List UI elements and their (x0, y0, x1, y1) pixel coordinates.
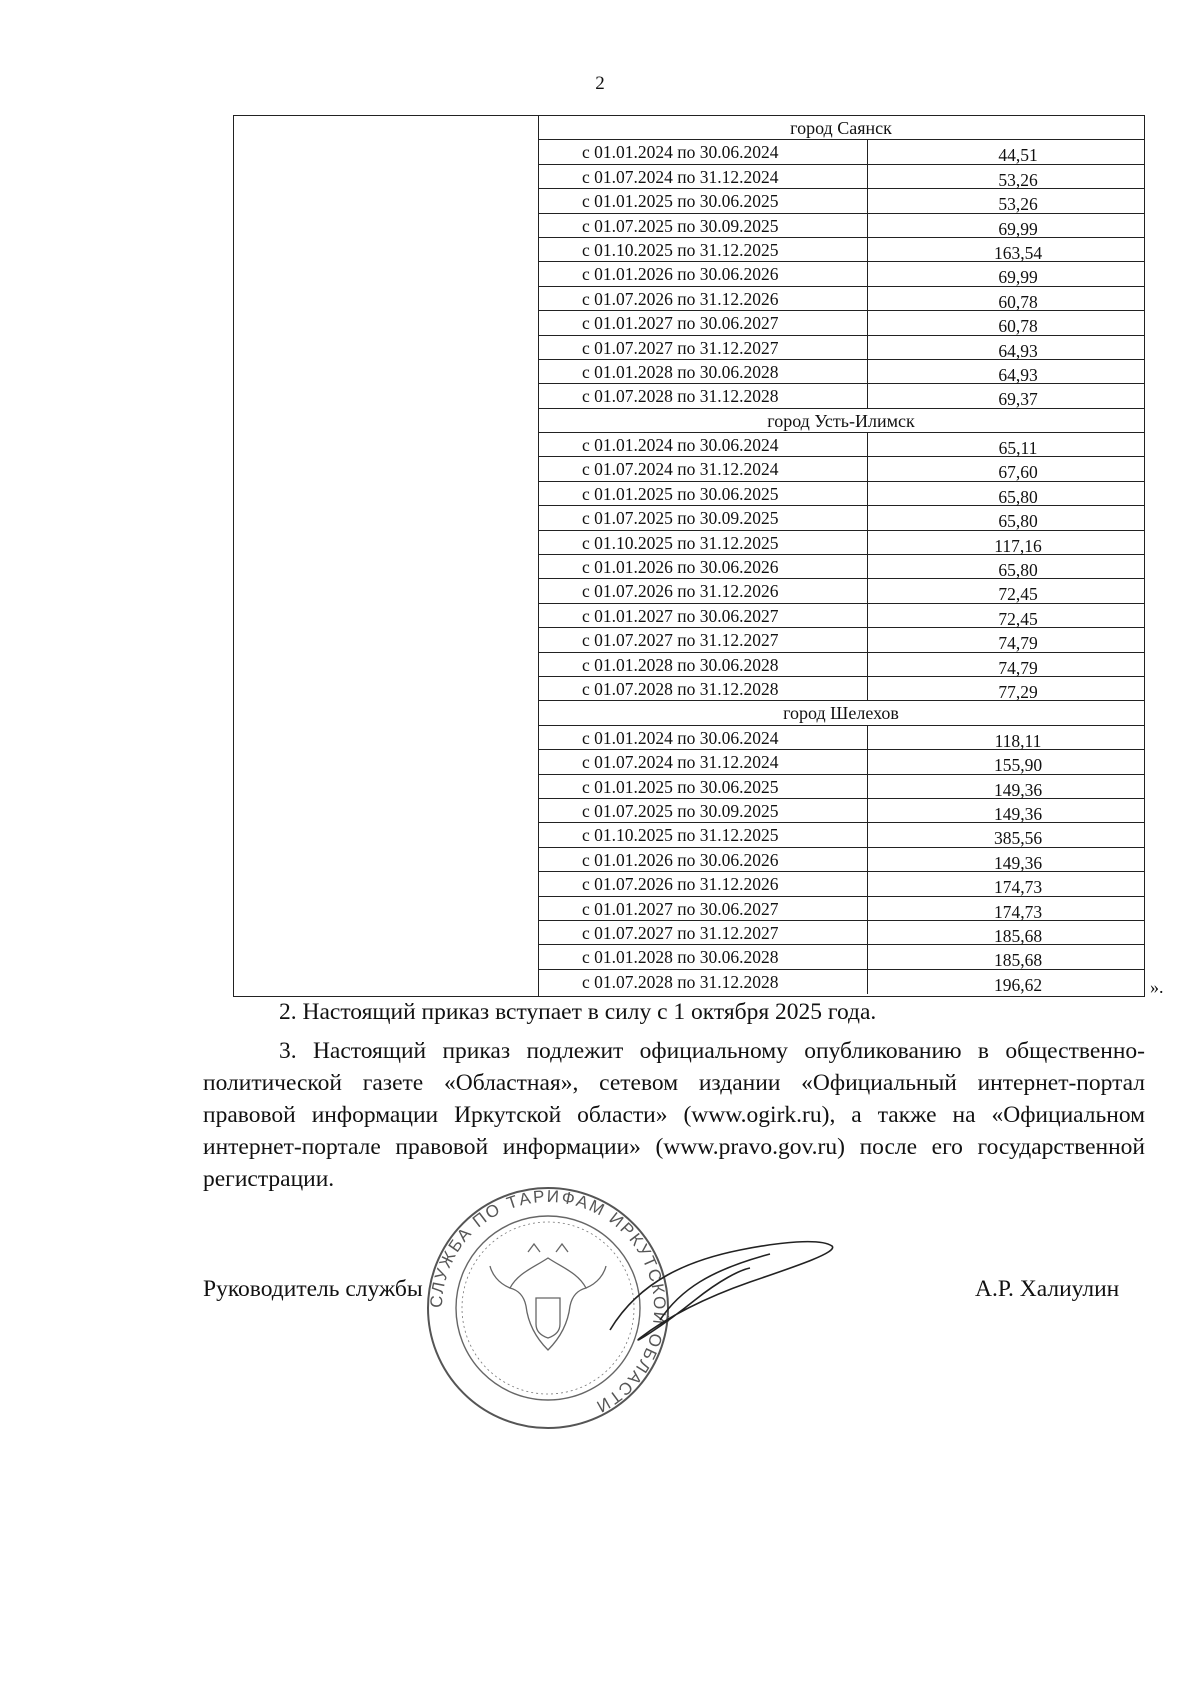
period-cell: с 01.01.2024 по 30.06.2024 (538, 726, 868, 749)
table-row (538, 311, 1144, 335)
period-cell: с 01.07.2024 по 31.12.2024 (538, 165, 868, 188)
tariff-value-cell: 72,45 (998, 584, 1038, 605)
table-row (538, 482, 1144, 506)
table-row (538, 214, 1144, 238)
tariff-table (233, 115, 1145, 997)
tariff-value-cell: 385,56 (993, 828, 1043, 849)
city-header: город Шелехов (538, 701, 1144, 725)
period-cell: с 01.07.2026 по 31.12.2026 (538, 579, 868, 602)
period-cell: с 01.07.2028 по 31.12.2028 (538, 970, 868, 994)
period-cell: с 01.01.2027 по 30.06.2027 (538, 897, 868, 920)
tariff-value-cell: 69,99 (998, 267, 1038, 288)
tariff-value-cell: 65,80 (998, 486, 1038, 507)
table-row (538, 799, 1144, 823)
table-row (538, 945, 1144, 969)
table-row (538, 604, 1144, 628)
closing-quote: ». (1150, 977, 1164, 997)
tariff-value-cell: 72,45 (998, 608, 1038, 629)
tariff-value-cell: 60,78 (998, 291, 1038, 312)
tariff-value-cell: 74,79 (998, 657, 1038, 678)
tariff-value-cell: 65,80 (998, 560, 1038, 581)
period-cell: с 01.01.2027 по 30.06.2027 (538, 311, 868, 334)
tariff-value-cell: 44,51 (998, 145, 1038, 166)
tariff-value-cell: 65,11 (998, 438, 1038, 459)
table-row (538, 628, 1144, 652)
table-row (538, 555, 1144, 579)
period-cell: с 01.07.2024 по 31.12.2024 (538, 457, 868, 480)
table-row (538, 336, 1144, 360)
table-row (538, 872, 1144, 896)
table-row (538, 287, 1144, 311)
table-row (538, 262, 1144, 286)
period-cell: с 01.07.2025 по 30.09.2025 (538, 506, 868, 529)
period-cell: с 01.01.2026 по 30.06.2026 (538, 848, 868, 871)
table-row (538, 726, 1144, 750)
period-cell: с 01.01.2025 по 30.06.2025 (538, 775, 868, 798)
table-row (538, 165, 1144, 189)
period-cell: с 01.01.2026 по 30.06.2026 (538, 262, 868, 285)
city-header: город Саянск (538, 116, 1144, 140)
period-cell: с 01.01.2028 по 30.06.2028 (538, 653, 868, 676)
tariff-value-cell: 118,11 (994, 730, 1042, 751)
table-periods-column (538, 116, 1144, 996)
seal-text: СЛУЖБА ПО ТАРИФАМ ИРКУТСКОЙ ОБЛАСТИ (426, 1186, 670, 1417)
table-empty-left-column (234, 116, 539, 996)
table-row (538, 384, 1144, 408)
tariff-value-cell: 53,26 (998, 169, 1038, 190)
table-row (538, 140, 1144, 164)
paragraph-3: 3. Настоящий приказ подлежит официальному опубликованию в общественно-политической газете «Областная», сетевом издании «Официальный интернет-портал правовой информации Иркутской области» (www.ogirk.ru), а также на «Официальном интернет-портале правовой информации» (www.pravo.gov.ru) после его государственной регистрации. (203, 1038, 1145, 1192)
period-cell: с 01.01.2028 по 30.06.2028 (538, 945, 868, 968)
paragraph-2: 2. Настоящий приказ вступает в силу с 1 октября 2025 года. (279, 999, 877, 1025)
period-cell: с 01.07.2027 по 31.12.2027 (538, 336, 868, 359)
period-cell: с 01.01.2028 по 30.06.2028 (538, 360, 868, 383)
table-row (538, 238, 1144, 262)
period-cell: с 01.10.2025 по 31.12.2025 (538, 823, 868, 846)
period-cell: с 01.01.2026 по 30.06.2026 (538, 555, 868, 578)
tariff-value-cell: 163,54 (993, 242, 1043, 263)
period-cell: с 01.07.2027 по 31.12.2027 (538, 921, 868, 944)
tariff-value-cell: 53,26 (998, 194, 1038, 215)
table-row (538, 653, 1144, 677)
table-row (538, 433, 1144, 457)
period-cell: с 01.07.2028 по 31.12.2028 (538, 677, 868, 700)
table-row (538, 970, 1144, 994)
period-cell: с 01.01.2024 по 30.06.2024 (538, 140, 868, 163)
table-row (538, 506, 1144, 530)
tariff-value-cell: 174,73 (993, 901, 1043, 922)
tariff-value-cell: 64,93 (998, 364, 1038, 385)
table-row (538, 677, 1144, 701)
tariff-value-cell: 74,79 (998, 633, 1038, 654)
tariff-value-cell: 117,16 (994, 535, 1042, 556)
period-cell: с 01.01.2024 по 30.06.2024 (538, 433, 868, 456)
table-row (538, 823, 1144, 847)
tariff-value-cell: 155,90 (993, 755, 1043, 776)
table-row (538, 457, 1144, 481)
tariff-value-cell: 185,68 (993, 950, 1043, 971)
tariff-value-cell: 60,78 (998, 316, 1038, 337)
tariff-value-cell: 149,36 (993, 779, 1043, 800)
tariff-value-cell: 149,36 (993, 803, 1043, 824)
tariff-value-cell: 174,73 (993, 877, 1043, 898)
period-cell: с 01.10.2025 по 31.12.2025 (538, 238, 868, 261)
tariff-value-cell: 65,80 (998, 511, 1038, 532)
period-cell: с 01.07.2026 по 31.12.2026 (538, 287, 868, 310)
table-row (538, 531, 1144, 555)
period-cell: с 01.07.2027 по 31.12.2027 (538, 628, 868, 651)
tariff-value-cell: 185,68 (993, 925, 1043, 946)
city-header: город Усть-Илимск (538, 409, 1144, 433)
period-cell: с 01.07.2025 по 30.09.2025 (538, 799, 868, 822)
tariff-value-cell: 67,60 (998, 462, 1038, 483)
period-cell: с 01.01.2025 по 30.06.2025 (538, 189, 868, 212)
tariff-value-cell: 69,37 (998, 389, 1038, 410)
period-cell: с 01.01.2027 по 30.06.2027 (538, 604, 868, 627)
handwritten-signature (600, 1220, 840, 1360)
tariff-value-cell: 64,93 (998, 340, 1038, 361)
page-number: 2 (595, 73, 605, 94)
tariff-value-cell: 69,99 (998, 218, 1038, 239)
table-row (538, 579, 1144, 603)
table-row (538, 775, 1144, 799)
signer-role: Руководитель службы (203, 1276, 423, 1302)
table-row (538, 750, 1144, 774)
signer-name: А.Р. Халиулин (975, 1276, 1120, 1302)
table-row (538, 848, 1144, 872)
table-row (538, 897, 1144, 921)
period-cell: с 01.10.2025 по 31.12.2025 (538, 531, 868, 554)
table-row (538, 921, 1144, 945)
table-row (538, 360, 1144, 384)
period-cell: с 01.07.2026 по 31.12.2026 (538, 872, 868, 895)
period-cell: с 01.01.2025 по 30.06.2025 (538, 482, 868, 505)
tariff-value-cell: 77,29 (998, 681, 1038, 702)
tariff-value-cell: 149,36 (993, 852, 1043, 873)
table-row (538, 189, 1144, 213)
period-cell: с 01.07.2024 по 31.12.2024 (538, 750, 868, 773)
tariff-value-cell: 196,62 (993, 974, 1043, 995)
period-cell: с 01.07.2028 по 31.12.2028 (538, 384, 868, 407)
coat-of-arms-icon (490, 1244, 606, 1350)
period-cell: с 01.07.2025 по 30.09.2025 (538, 214, 868, 237)
